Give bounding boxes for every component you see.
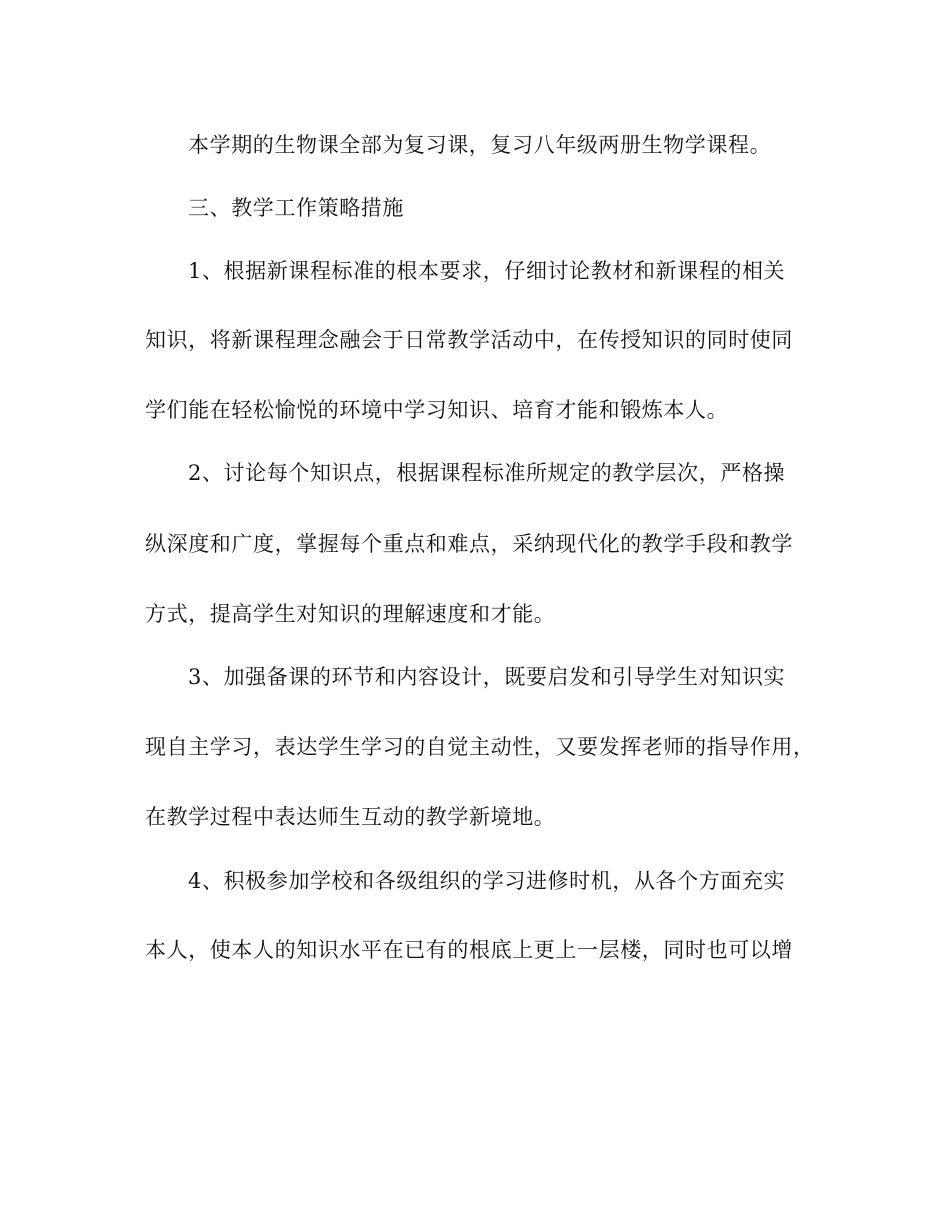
text-line-12: 4、积极参加学校和各级组织的学习进修时机，从各个方面充实 (188, 869, 786, 893)
text-line-1: 本学期的生物课全部为复习课，复习八年级两册生物学课程。 (188, 133, 772, 157)
section-heading: 三、教学工作策略措施 (188, 196, 404, 220)
text-line-8: 方式，提高学生对知识的理解速度和才能。 (145, 602, 556, 626)
text-line-3: 1、根据新课程标准的根本要求，仔细讨论教材和新课程的相关 (188, 259, 786, 283)
text-line-11: 在教学过程中表达师生互动的教学新境地。 (145, 805, 556, 829)
text-line-10: 现自主学习，表达学生学习的自觉主动性，又要发挥老师的指导作用， (145, 735, 815, 759)
text-line-13: 本人，使本人的知识水平在已有的根底上更上一层楼，同时也可以增 (145, 938, 793, 962)
text-line-5: 学们能在轻松愉悦的环境中学习知识、培育才能和锻炼本人。 (145, 398, 729, 422)
text-line-9: 3、加强备课的环节和内容设计，既要启发和引导学生对知识实 (188, 665, 786, 689)
text-line-7: 纵深度和广度，掌握每个重点和难点，采纳现代化的教学手段和教学 (145, 532, 793, 556)
text-line-4: 知识，将新课程理念融会于日常教学活动中，在传授知识的同时使同 (145, 328, 793, 352)
text-line-6: 2、讨论每个知识点，根据课程标准所规定的教学层次，严格操 (188, 461, 786, 485)
